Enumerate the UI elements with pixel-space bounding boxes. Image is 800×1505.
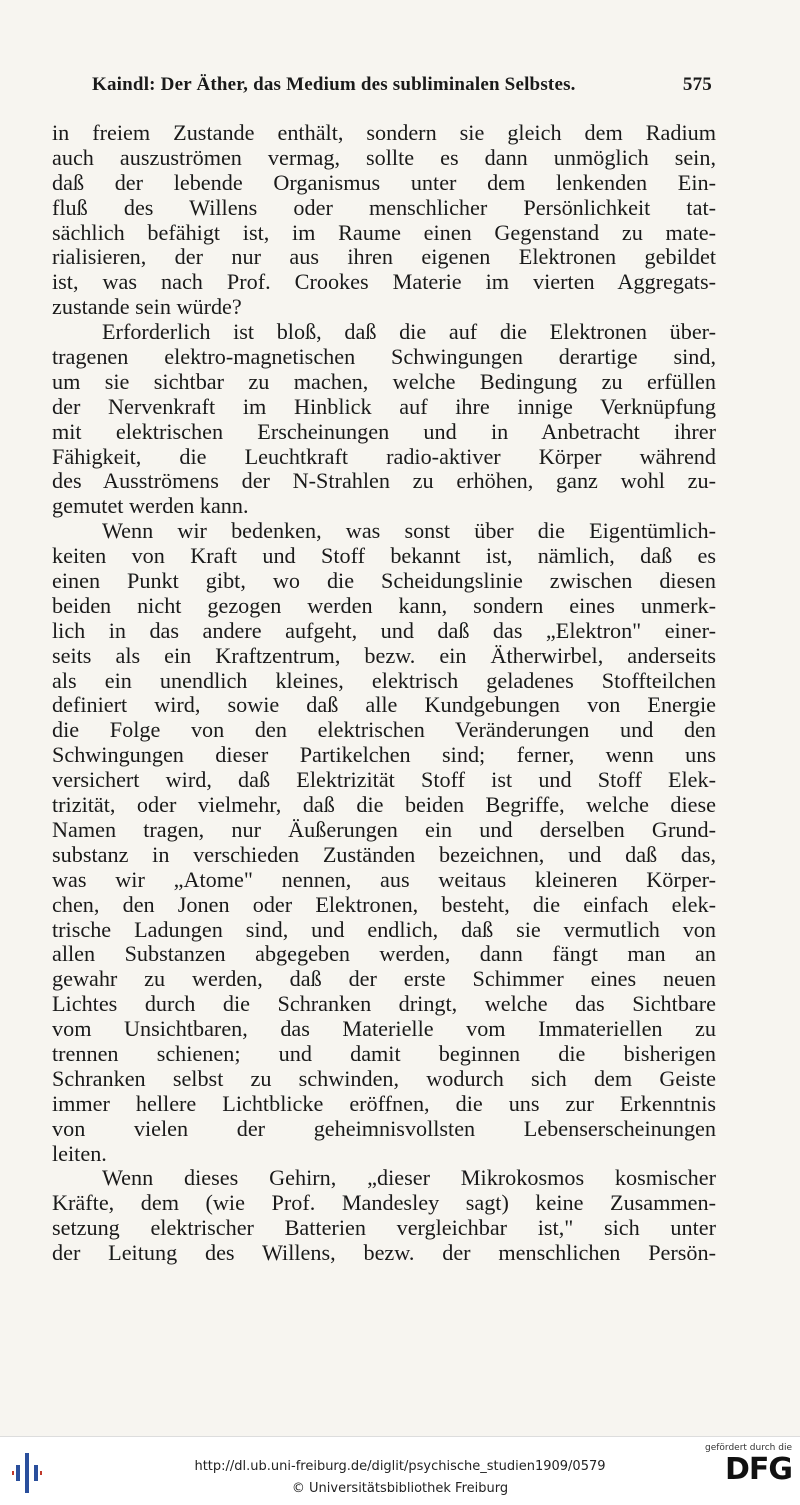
text-line: substanz in verschieden Zuständen bezeichnen, und daß das,	[52, 841, 716, 867]
text-line: von vielen der geheimnisvollsten Lebenserscheinungen	[52, 1115, 716, 1141]
text-line: der Nervenkraft im Hinblick auf ihre innige Verknüpfung	[52, 393, 716, 419]
text-line: vom Unsichtbaren, das Materielle vom Immateriellen zu	[52, 1016, 716, 1042]
text-line: Wenn dieses Gehirn, „dieser Mikrokosmos kosmischer	[102, 1165, 716, 1191]
text-line: Lichtes durch die Schranken dringt, welche das Sichtbare	[52, 991, 716, 1017]
text-line: um sie sichtbar zu machen, welche Bedingung zu erfüllen	[52, 368, 716, 394]
text-line: die Folge von den elektrischen Veränderungen und den	[52, 717, 716, 743]
text-line: Kräfte, dem (wie Prof. Mandesley sagt) keine Zusammen-	[52, 1190, 716, 1216]
text-line: allen Substanzen abgegeben werden, dann fängt man an	[52, 941, 716, 967]
body-text	[52, 121, 716, 1266]
text-line: in freiem Zustande enthält, sondern sie gleich dem Radium	[52, 120, 716, 145]
text-line: seits als ein Kraftzentrum, bezw. ein Ätherwirbel, anderseits	[52, 642, 716, 668]
text-line: einen Punkt gibt, wo die Scheidungslinie zwischen diesen	[52, 568, 716, 594]
permalink[interactable]: http://dl.ub.uni-freiburg.de/diglit/psychische_studien1909/0579	[194, 1459, 606, 1474]
text-line: daß der lebende Organismus unter dem lenkenden Ein-	[52, 169, 716, 195]
text-line: keiten von Kraft und Stoff bekannt ist, nämlich, daß es	[52, 543, 716, 569]
running-header	[92, 74, 712, 96]
text-line: definiert wird, sowie daß alle Kundgebungen von Energie	[52, 692, 716, 718]
text-line: trizität, oder vielmehr, daß die beiden Begriffe, welche diese	[52, 792, 716, 818]
viewer-footer	[0, 1436, 800, 1505]
text-line: setzung elektrischer Batterien vergleichbar ist," sich unter	[52, 1215, 716, 1241]
text-line: chen, den Jonen oder Elektronen, besteht, die einfach elek-	[52, 891, 716, 917]
text-line: gewahr zu werden, daß der erste Schimmer eines neuen	[52, 966, 716, 992]
text-line: sächlich befähigt ist, im Raume einen Gegenstand zu mate-	[52, 219, 716, 245]
text-line: versichert wird, daß Elektrizität Stoff ist und Stoff Elek-	[52, 767, 716, 793]
text-line: auch auszuströmen vermag, sollte es dann unmöglich sein,	[52, 144, 716, 170]
text-line: fluß des Willens oder menschlicher Persönlichkeit tat-	[52, 194, 716, 220]
text-line: des Ausströmens der N-Strahlen zu erhöhen, ganz wohl zu-	[52, 468, 716, 494]
dfg-caption: gefördert durch die	[705, 1443, 792, 1453]
text-line: Schranken selbst zu schwinden, wodurch sich dem Geiste	[52, 1065, 716, 1091]
text-line: Wenn wir bedenken, was sonst über die Eigentümlich-	[102, 518, 716, 544]
text-line: Erforderlich ist bloß, daß die auf die Elektronen über-	[102, 319, 716, 345]
copyright-notice: © Universitätsbibliothek Freiburg	[291, 1481, 509, 1496]
page-number: 575	[682, 74, 712, 95]
text-line: mit elektrischen Erscheinungen und in Anbetracht ihrer	[52, 418, 716, 444]
text-line: Schwingungen dieser Partikelchen sind; ferner, wenn uns	[52, 742, 716, 768]
text-line: lich in das andere aufgeht, und daß das „Elektron" einer-	[52, 617, 716, 643]
text-line: trische Ladungen sind, und endlich, daß sie vermutlich von	[52, 916, 716, 942]
text-line: immer hellere Lichtblicke eröffnen, die uns zur Erkenntnis	[52, 1090, 716, 1116]
dfg-logo: DFG	[724, 1452, 792, 1487]
text-line: was wir „Atome" nennen, aus weitaus kleineren Körper-	[52, 866, 716, 892]
text-line: leiten.	[52, 1140, 107, 1166]
text-line: trennen schienen; und damit beginnen die bisherigen	[52, 1040, 716, 1066]
running-title: Kaindl: Der Äther, das Medium des subliminalen Selbstes.	[92, 74, 576, 95]
text-line: rialisieren, der nur aus ihren eigenen Elektronen gebildet	[52, 244, 716, 270]
text-line: ist, was nach Prof. Crookes Materie im vierten Aggregats-	[52, 269, 716, 295]
text-line: Fähigkeit, die Leuchtkraft radio-aktiver Körper während	[52, 443, 716, 469]
text-line: als ein unendlich kleines, elektrisch geladenes Stoffteilchen	[52, 667, 716, 693]
text-line: zustande sein würde?	[52, 294, 242, 320]
text-line: der Leitung des Willens, bezw. der menschlichen Persön-	[52, 1240, 716, 1266]
text-line: Namen tragen, nur Äußerungen ein und derselben Grund-	[52, 816, 716, 842]
text-line: beiden nicht gezogen werden kann, sondern eines unmerk-	[52, 592, 716, 618]
text-line: gemutet werden kann.	[52, 493, 249, 519]
text-line: tragenen elektro-magnetischen Schwingungen derartige sind,	[52, 344, 716, 370]
dfg-badge	[702, 1443, 792, 1487]
